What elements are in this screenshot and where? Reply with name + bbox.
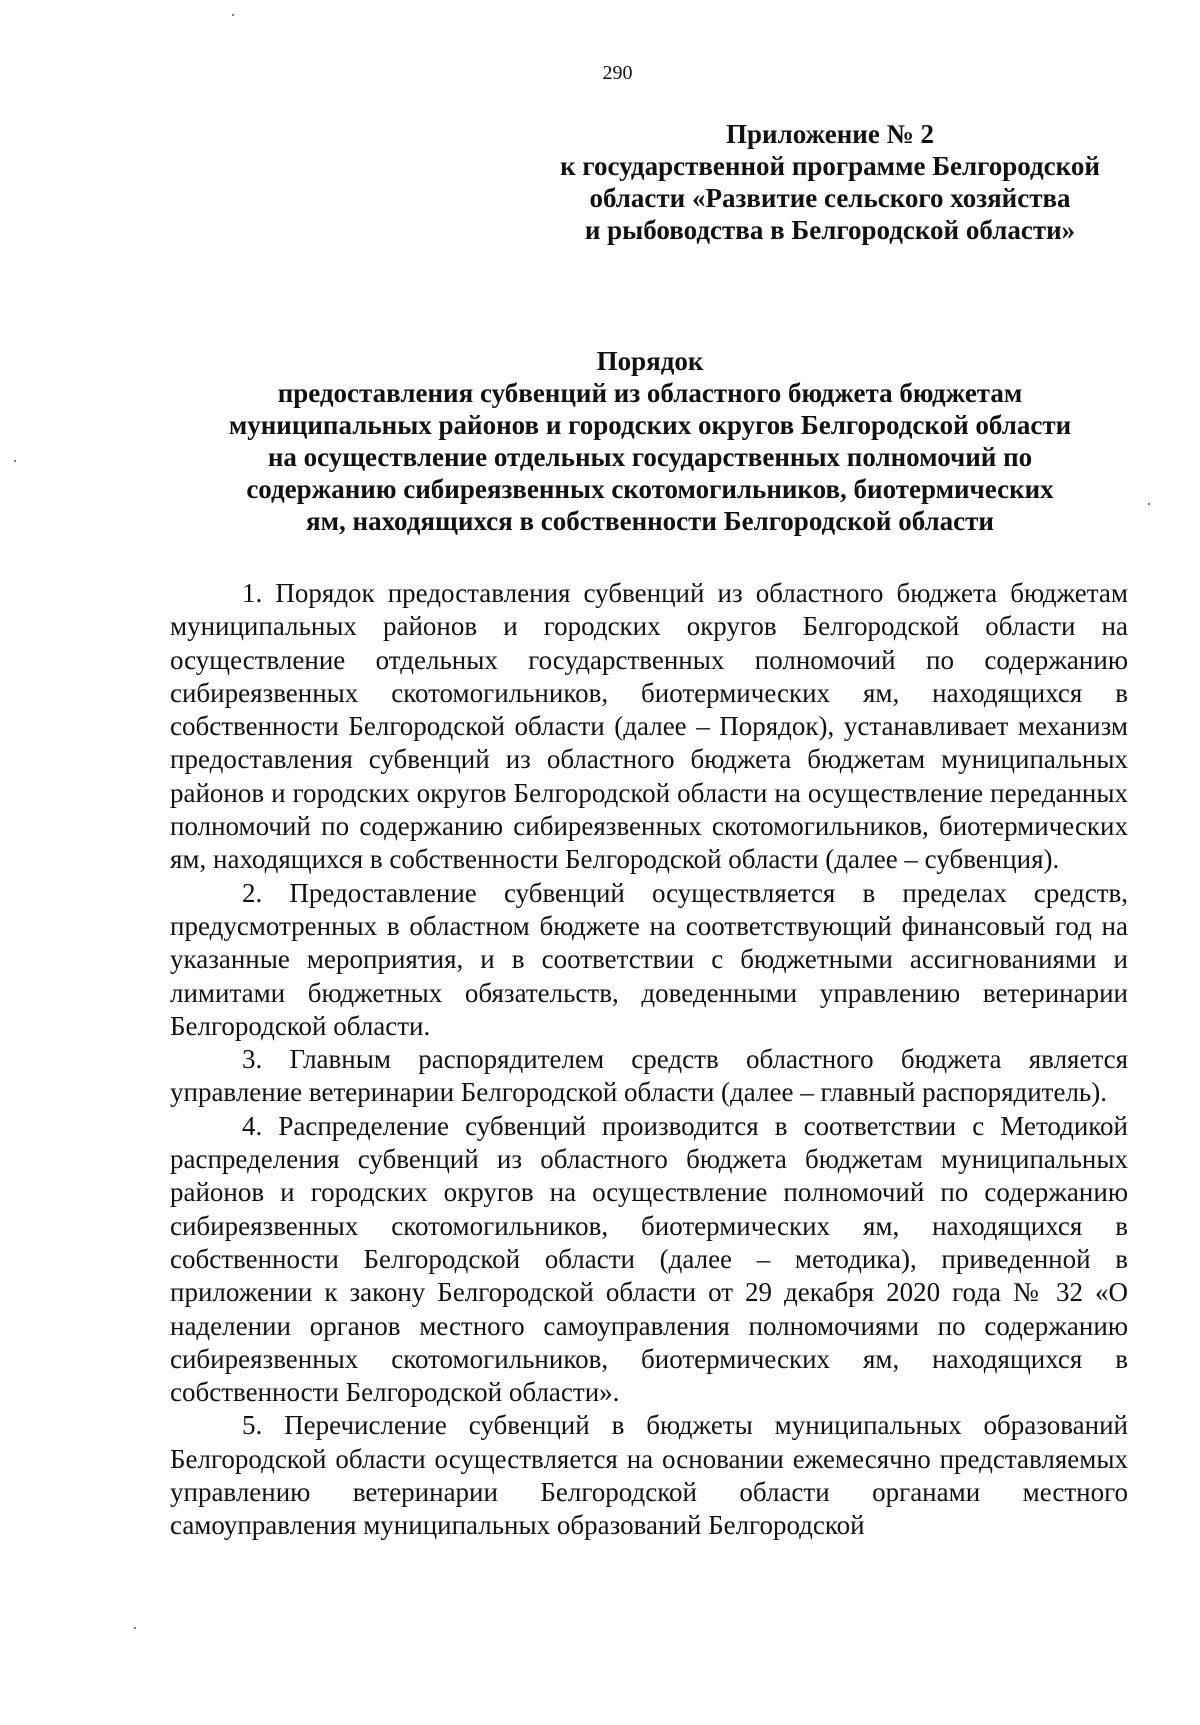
page-number: 290 — [602, 62, 633, 84]
scan-speck — [134, 1627, 136, 1629]
appendix-line: и рыбоводства в Белгородской области» — [584, 215, 1076, 245]
appendix-line: Приложение № 2 — [726, 119, 934, 149]
paragraph-4: 4. Распределение субвенций производится в соответствии с Методикой распределения субвенций из областного бюджета бюджетам муниципальных районов и городских округов на осуществление полномочий по содержанию сибиреязвенных скотомогильников, биотермических ям, находящихся в собственности Белгородской области (далее – методика), приведенной в приложении к закону Белгородской области от 29 декабря 2020 года № 32 «О наделении органов местного самоуправления полномочиями по содержанию сибиреязвенных скотомогильников, биотермических ям, находящихся в собственности Белгородской области». — [170, 1110, 1128, 1408]
scan-speck — [14, 460, 16, 462]
document-title — [170, 345, 1130, 537]
title-line: предоставления субвенций из областного бюджета бюджетам — [277, 378, 1023, 408]
title-line: на осуществление отдельных государственных полномочий по — [267, 442, 1033, 472]
appendix-line: области «Развитие сельского хозяйства — [589, 183, 1071, 213]
paragraph-2: 2. Предоставление субвенций осуществляется в пределах средств, предусмотренных в областном бюджете на соответствующий финансовый год на указанные мероприятия, и в соответствии с бюджетными ассигнованиями и лимитами бюджетных обязательств, доведенными управлению ветеринарии Белгородской области. — [170, 877, 1128, 1041]
title-line: ям, находящихся в собственности Белгородской области — [306, 506, 994, 536]
appendix-line: к государственной программе Белгородской — [560, 151, 1100, 181]
scan-speck — [232, 14, 234, 16]
paragraph-5: 5. Перечисление субвенций в бюджеты муниципальных образований Белгородской области осуществляется на основании ежемесячно представляемых управлению ветеринарии Белгородской области органами местного самоуправления муниципальных образований Белгородской — [170, 1410, 1128, 1541]
paragraph-3: 3. Главным распорядителем средств областного бюджета является управление ветеринарии Белгородской области (далее – главный распорядитель). — [170, 1044, 1128, 1108]
scan-speck — [1148, 503, 1150, 505]
title-line: муниципальных районов и городских округов Белгородской области — [228, 410, 1072, 440]
title-line: содержанию сибиреязвенных скотомогильников, биотермических — [246, 474, 1054, 504]
title-line: Порядок — [596, 346, 704, 376]
document-body — [170, 577, 1128, 1543]
paragraph-1: 1. Порядок предоставления субвенций из областного бюджета бюджетам муниципальных районов и городских округов Белгородской области на осуществление отдельных государственных полномочий по содержанию сибиреязвенных скотомогильников, биотермических ям, находящихся в собственности Белгородской области (далее – Порядок), устанавливает механизм предоставления субвенций из областного бюджета бюджетам муниципальных районов и городских округов Белгородской области на осуществление переданных полномочий по содержанию сибиреязвенных скотомогильников, биотермических ям, находящихся в собственности Белгородской области (далее – субвенция). — [170, 578, 1128, 875]
appendix-header — [520, 118, 1140, 246]
